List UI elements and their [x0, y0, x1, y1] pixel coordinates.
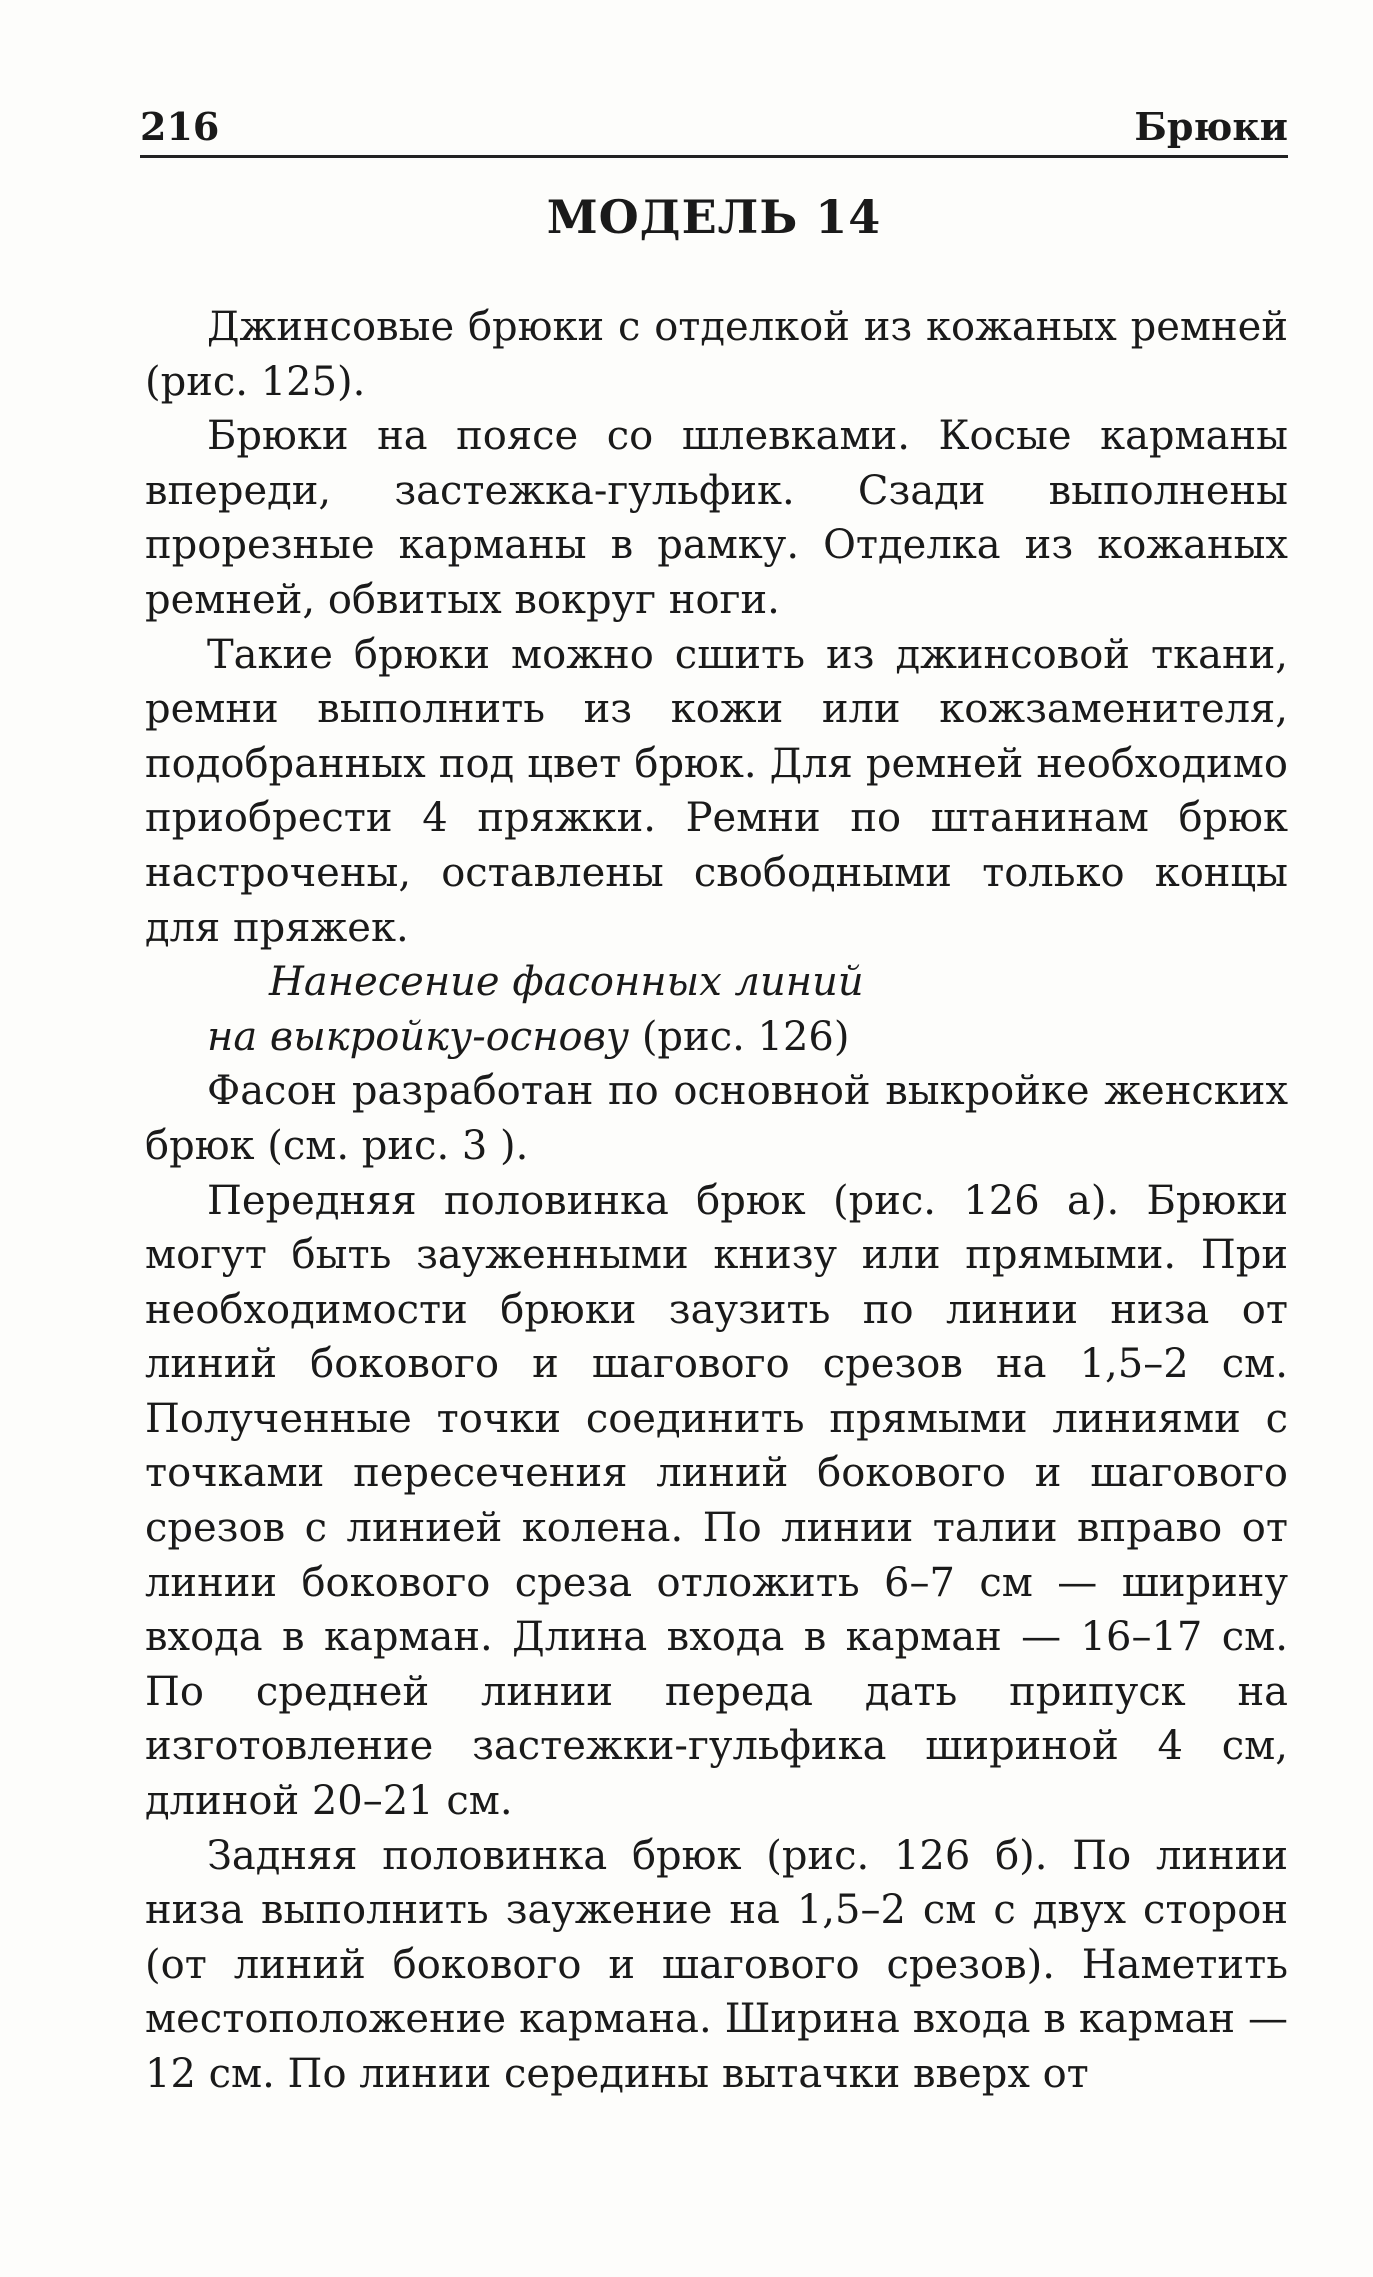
page-number: 216	[140, 104, 220, 149]
section-heading-ref: (рис. 126)	[629, 1013, 850, 1060]
paragraph-main-2: Передняя половинка брюк (рис. 126 а). Брюки могут быть зауженными книзу или прямыми. При необходимости брюки заузить по линии низа от линий бокового и шагового срезов на 1,5–2 см. Полученные точки соединить прямыми линиями с точками пересечения линий бокового и шагового срезов с линией колена. По линии талии вправо от линии бокового среза отложить 6–7 см — ширину входа в карман. Длина входа в карман — 16–17 см. По средней линии переда дать припуск на изготовление застежки-гульфика шириной 4 см, длиной 20–21 см.	[145, 1177, 1288, 1825]
section-heading-line2: на выкройку-основу	[207, 1013, 630, 1060]
paragraph-intro-2: Брюки на поясе со шлевками. Косые карманы впереди, застежка-гульфик. Сзади выполнены прорезные карманы в рамку. Отделка из кожаных ремней, обвитых вокруг ноги.	[145, 413, 1288, 623]
page-body	[145, 300, 1288, 2102]
running-head	[140, 96, 1288, 158]
section-title: Брюки	[1134, 104, 1288, 149]
paragraph-main-3: Задняя половинка брюк (рис. 126 б). По линии низа выполнить заужение на 1,5–2 см с двух сторон (от линий бокового и шагового срезов). Наметить местоположение кармана. Ширина входа в карман — 12 см. По линии середины вытачки вверх от	[145, 1832, 1288, 2097]
section-heading	[145, 955, 1288, 1064]
section-heading-line1: Нанесение фасонных линий	[269, 959, 864, 1006]
model-title: МОДЕЛЬ 14	[546, 190, 882, 244]
paragraph-intro-3: Такие брюки можно сшить из джинсовой ткани, ремни выполнить из кожи или кожзаменителя, подобранных под цвет брюк. Для ремней необходимо приобрести 4 пряжки. Ремни по штанинам брюк настрочены, оставлены свободными только концы для пряжек.	[145, 631, 1288, 951]
paragraph-main-1: Фасон разработан по основной выкройке женских брюк (см. рис. 3 ).	[145, 1068, 1288, 1169]
paragraph-intro-1: Джинсовые брюки с отделкой из кожаных ремней (рис. 125).	[145, 304, 1288, 405]
